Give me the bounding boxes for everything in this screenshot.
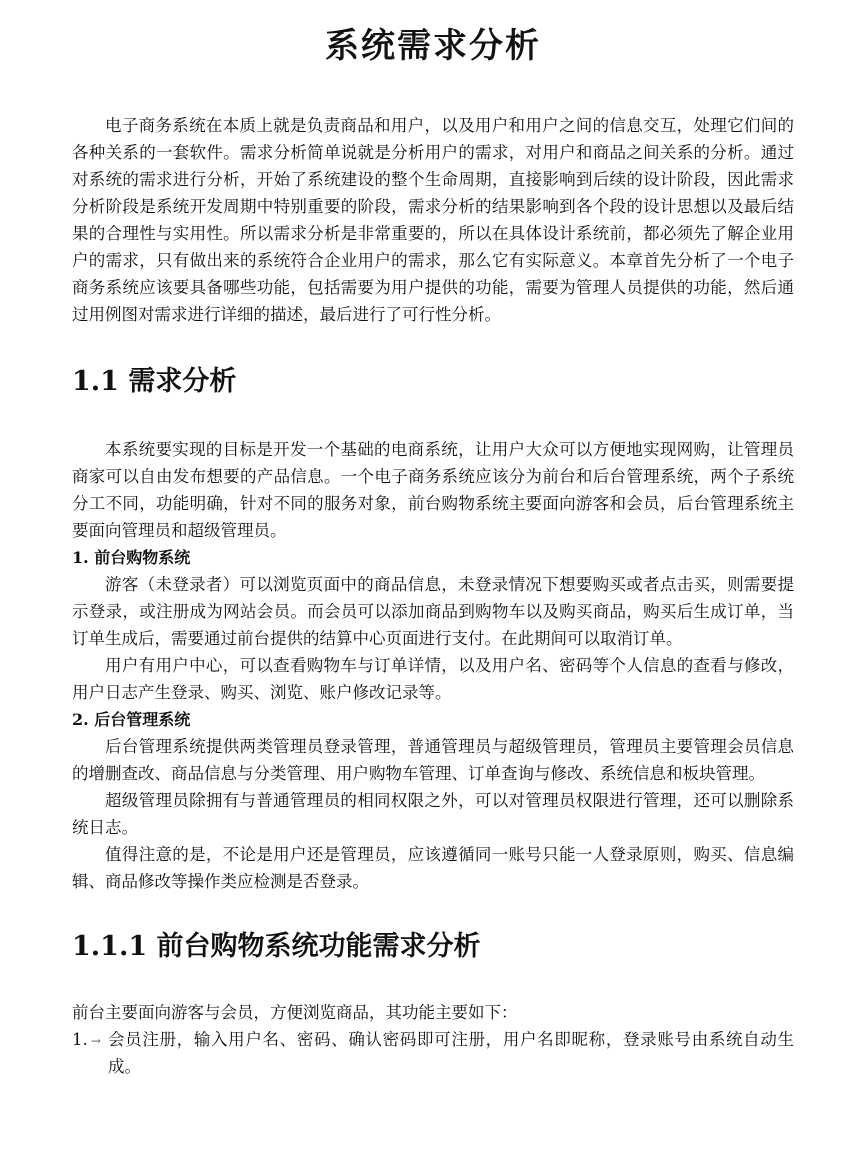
intro-paragraph: 电子商务系统在本质上就是负责商品和用户，以及用户和用户之间的信息交互，处理它们间的各种关系的一套软件。需求分析简单说就是分析用户的需求，对用户和商品之间关系的分析。通过对系统的需求进行分析，开始了系统建设的整个生命周期，直接影响到后续的设计阶段，因此需求分析阶段是系统开发周期中特别重要的阶段，需求分析的结果影响到各个段的设计思想以及最后结果的合理性与实用性。所以需求分析是非常重要的，所以在具体设计系统前，都必须先了解企业用户的需求，只有做出来的系统符合企业用户的需求，那么它有实际意义。本章首先分析了一个电子商务系统应该要具备哪些功能，包括需要为用户提供的功能，需要为管理人员提供的功能，然后通过用例图对需求进行详细的描述，最后进行了可行性分析。 (72, 116, 794, 324)
front-system-paragraph-1: 游客（未登录者）可以浏览页面中的商品信息，未登录情况下想要购买或者点击买，则需要提示登录，或注册成为网站会员。而会员可以添加商品到购物车以及购买商品，购买后生成订单，当订单生成后，需要通过前台提供的结算中心页面进行支付。在此期间可以取消订单。 (72, 575, 794, 648)
back-system-heading: 2. 后台管理系统 (72, 710, 191, 729)
goal-paragraph: 本系统要实现的目标是开发一个基础的电商系统，让用户大众可以方便地实现网购，让管理员商家可以自由发布想要的产品信息。一个电子商务系统应该分为前台和后台管理系统，两个子系统分工不同，功能明确，针对不同的服务对象，前台购物系统主要面向游客和会员，后台管理系统主要面向管理员和超级管理员。 (72, 440, 794, 540)
page-title: 系统需求分析 (325, 26, 541, 66)
front-system-paragraph-2: 用户有用户中心，可以查看购物车与订单详情，以及用户名、密码等个人信息的查看与修改，用户日志产生登录、购买、浏览、账户修改记录等。 (72, 656, 794, 702)
tab-arrow-icon: → (90, 1034, 101, 1048)
front-system-heading: 1. 前台购物系统 (72, 548, 191, 567)
section-heading-1-1-1: 1.1.1 前台购物系统功能需求分析 (72, 931, 481, 962)
front-functions-intro: 前台主要面向游客与会员，方便浏览商品，其功能主要如下： (72, 1003, 518, 1022)
document-page (72, 0, 794, 1080)
list-item (72, 1026, 794, 1080)
list-marker (72, 1026, 101, 1055)
function-list (72, 1026, 794, 1080)
back-system-paragraph-2: 超级管理员除拥有与普通管理员的相同权限之外，可以对管理员权限进行管理，还可以删除系统日志。 (72, 791, 794, 837)
list-number: 1. (72, 1030, 88, 1049)
back-system-paragraph-1: 后台管理系统提供两类管理员登录管理，普通管理员与超级管理员，管理员主要管理会员信息的增删查改、商品信息与分类管理、用户购物车管理、订单查询与修改、系统信息和板块管理。 (72, 737, 794, 783)
back-system-paragraph-3: 值得注意的是，不论是用户还是管理员，应该遵循同一账号只能一人登录原则，购买、信息编辑、商品修改等操作类应检测是否登录。 (72, 845, 794, 891)
list-item-text: 会员注册，输入用户名、密码、确认密码即可注册，用户名即昵称，登录账号由系统自动生成。 (108, 1030, 794, 1076)
section-heading-1-1: 1.1 需求分析 (72, 366, 237, 397)
